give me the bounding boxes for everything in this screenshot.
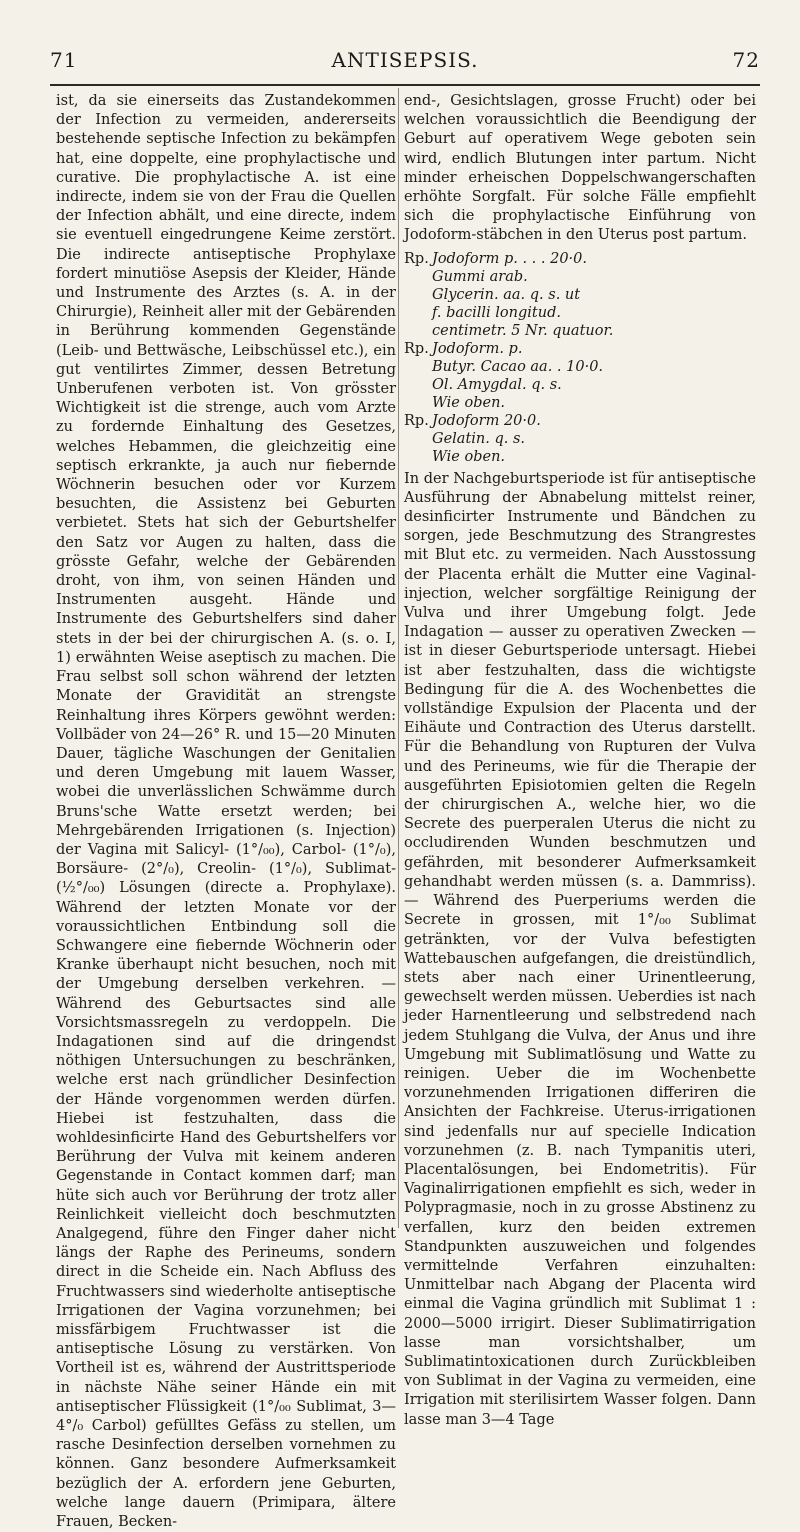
right-column-text: In der Nachgeburtsperiode ist für antiseptische Ausführung der Abnabelung mittelst reiner, desinficirter Instrumente und Bändchen zu sorgen, jede Beschmutzung des Strangrestes mit Blut etc. zu vermeiden. Nach Ausstossung der Placenta erhält die Mutter eine Vaginal-injection, welcher sorgfältige Reinigung der Vulva und ihrer Umgebung folgt. Jede Indagation — ausser zu operativen Zwecken — ist in dieser Geburtsperiode untersagt. Hiebei ist aber festzuhalten, dass die wichtigste Bedingung für die A. des Wochenbettes die vollständige Expulsion der Placenta und der Eihäute und Contraction des Uterus darstellt. Für die Behandlung von Rupturen der Vulva und des Perineums, wie für die Therapie der ausgeführten Episiotomien gelten die Regeln der chirurgischen A., welche hier, wo die Secrete des puerperalen Uterus die nicht zu occludirenden Wunden beschmutzen und gefährden, mit besonderer Aufmerksamkeit gehandhabt werden müssen (s. a. Dammriss). — Während des Puerperiums werden die Secrete in grossen, mit 1°/₀₀ Sublimat getränkten, vor der Vulva befestigten Wattebauschen aufgefangen, die dreistündlich, stets aber nach einer Urinentleerung, gewechselt werden müssen. Ueberdies ist nach jeder Harnentleerung und selbstredend nach jedem Stuhlgang die Vulva, der Anus und ihre Umgebung mit Sublimatlösung und Watte zu reinigen. Ueber die im Wochenbette vorzunehmenden Irrigationen differiren die Ansichten der Fachkreise. Uterus-irrigationen sind jedenfalls nur auf specielle Indication vorzunehmen (z. B. nach Tympanitis uteri, Placentalösungen, bei Endometritis). Für Vaginalirrigationen empfiehlt es sich, weder in Polypragmasie, noch in zu grosse Abstinenz zu verfallen, kurz den beiden extremen Standpunkten auszuweichen und folgendes vermittelnde Verfahren einzuhalten: Unmittelbar nach Abgang der Placenta wird einmal die Vagina gründlich mit Sublimat 1 : 2000—5000 irrigirt. Dieser Sublimatirrigation lasse man vorsichtshalber, um Sublimatintoxicationen durch Zurückbleiben von Sublimat in der Vagina zu vermeiden, eine Irrigation mit sterilisirtem Wasser folgen. Dann lasse man 3—4 Tage (404, 470, 756, 1428)
recipe-label: Rp. (404, 250, 429, 267)
recipe-line: Jodoform 20·0. (432, 412, 541, 429)
running-header (50, 40, 760, 80)
recipe-line: Glycerin. aa. q. s. ut (432, 286, 581, 303)
recipe-line: Jodoform p. . . . 20·0. (432, 250, 587, 267)
recipe-lines (432, 250, 613, 340)
recipe-2 (404, 340, 756, 412)
recipe-line: Ol. Amygdal. q. s. (432, 376, 562, 393)
recipe-line: Butyr. Cacao aa. . 10·0. (432, 358, 604, 375)
recipe-line: Gummi arab. (432, 268, 528, 285)
recipe-line: Gelatin. q. s. (432, 430, 526, 447)
recipe-lines (432, 340, 603, 412)
recipe-line: Wie oben. (432, 448, 506, 465)
column-divider (398, 88, 399, 1228)
recipe-label: Rp. (404, 412, 429, 429)
recipe-label: Rp. (404, 340, 429, 357)
recipe-line: f. bacilli longitud. (432, 304, 561, 321)
header-rule (50, 84, 760, 86)
recipe-line: centimetr. 5 Nr. quatuor. (432, 322, 614, 339)
recipe-line: Wie oben. (432, 394, 506, 411)
recipe-1 (404, 250, 756, 340)
right-column (404, 92, 756, 1430)
recipe-3 (404, 412, 756, 466)
right-column-intro: end-, Gesichtslagen, grosse Frucht) oder bei welchen voraussichtlich die Beendigung der Geburt auf operativem Wege geboten sein wird, endlich Blutungen inter partum. Nicht minder erheischen Doppelschwangerschaften erhöhte Sorgfalt. Für solche Fälle empfiehlt sich die prophylactische Einführung von Jodoform-stäbchen in den Uterus post partum. (404, 93, 756, 244)
recipe-lines (432, 412, 541, 466)
recipe-block (404, 250, 756, 466)
page-number-right: 72 (732, 48, 760, 72)
recipe-line: Jodoform. p. (432, 340, 523, 357)
left-column (56, 92, 396, 1532)
page-number-left: 71 (50, 48, 78, 72)
left-column-text: ist, da sie einerseits das Zustandekommen der Infection zu vermeiden, andererseits bestehende septische Infection zu bekämpfen hat, eine doppelte, eine prophylactische und curative. Die prophylactische A. ist eine indirecte, indem sie von der Frau die Quellen der Infection abhält, und eine directe, indem sie eventuell eingedrungene Keime zerstört. Die indirecte antiseptische Prophylaxe fordert minutiöse Asepsis der Kleider, Hände und Instrumente des Arztes (s. A. in der Chirurgie), Reinheit aller mit der Gebärenden in Berührung kommenden Gegenstände (Leib- und Bettwäsche, Leibschüssel etc.), ein gut ventilirtes Zimmer, dessen Betretung Unberufenen verboten ist. Von grösster Wichtigkeit ist die strenge, auch vom Arzte zu fordernde Einhaltung des Gesetzes, welches Hebammen, die gleichzeitig eine septisch erkrankte, ja auch nur fiebernde Wöchnerin besuchen oder vor Kurzem besuchten, die Assistenz bei Geburten verbietet. Stets hat sich der Geburtshelfer den Satz vor Augen zu halten, dass die grösste Gefahr, welche der Gebärenden droht, von ihm, von seinen Händen und Instrumenten ausgeht. Hände und Instrumente des Geburtshelfers sind daher stets in der bei der chirurgischen A. (s. o. I, 1) erwähnten Weise aseptisch zu machen. Die Frau selbst soll schon während der letzten Monate der Gravidität an strengste Reinhaltung ihres Körpers gewöhnt werden: Vollbäder von 24—26° R. und 15—20 Minuten Dauer, tägliche Waschungen der Genitalien und deren Umgebung mit lauem Wasser, wobei die unverlässlichen Schwämme durch Bruns'sche Watte ersetzt werden; bei Mehrgebärenden Irrigationen (s. Injection) der Vagina mit Salicyl- (1°/₀₀), Carbol- (1°/₀), Borsäure- (2°/₀), Creolin- (1°/₀), Sublimat- (½°/₀₀) Lösungen (directe a. Prophylaxe). Während der letzten Monate vor der voraussichtlichen Entbindung soll die Schwangere eine fiebernde Wöchnerin oder Kranke überhaupt nicht besuchen, noch mit der Umgebung derselben verkehren. — Während des Geburtsactes sind alle Vorsichtsmassregeln zu verdoppeln. Die Indagationen sind auf die dringendst nöthigen Untersuchungen zu beschränken, welche erst nach gründlicher Desinfection der Hände vorgenommen werden dürfen. Hiebei ist festzuhalten, dass die wohldesinficirte Hand des Geburtshelfers vor Berührung der Vulva mit keinem anderen Gegenstande in Contact kommen darf; man hüte sich auch vor Berührung der trotz aller Reinlichkeit vielleicht doch beschmutzten Analgegend, führe den Finger daher nicht längs der Raphe des Perineums, sondern direct in die Scheide ein. Nach Abfluss des Fruchtwassers sind wiederholte antiseptische Irrigationen der Vagina vorzunehmen; bei missfärbigem Fruchtwasser ist die antiseptische Lösung zu verstärken. Von Vortheil ist es, während der Austrittsperiode in nächste Nähe seiner Hände ein mit antiseptischer Flüssigkeit (1°/₀₀ Sublimat, 3—4°/₀ Carbol) gefülltes Gefäss zu stellen, um rasche Desinfection derselben vornehmen zu können. Ganz besondere Aufmerksamkeit bezüglich der A. erfordern jene Geburten, welche lange dauern (Primipara, ältere Frauen, Becken- (56, 93, 396, 1531)
running-title: ANTISEPSIS. (331, 48, 479, 72)
